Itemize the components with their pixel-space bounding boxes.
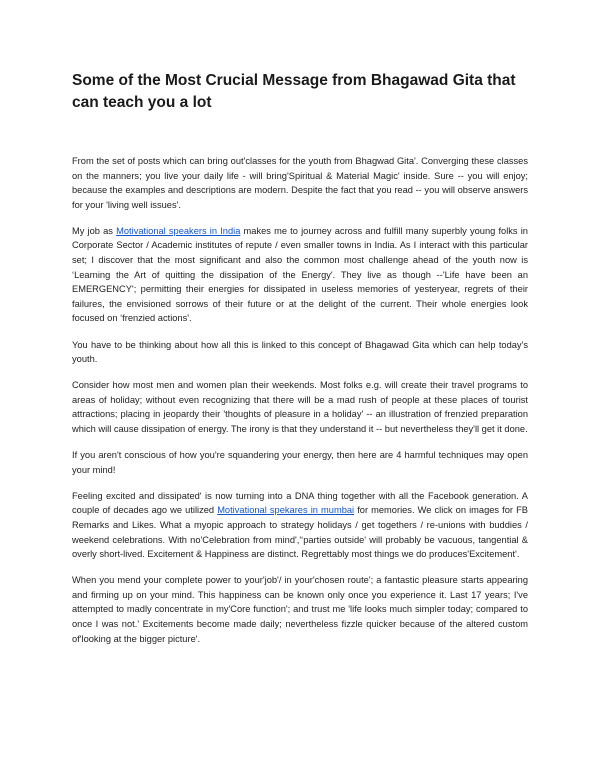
paragraph-text: Feeling excited and dissipated' is now turning into a DNA thing together with all the Facebook generation. A couple of decades ago we utilized (72, 490, 528, 516)
paragraph-facebook (72, 489, 528, 562)
document-title: Some of the Most Crucial Message from Bhagawad Gita that can teach you a lot (72, 72, 516, 111)
paragraph-techniques: If you aren't conscious of how you're squandering your energy, then here are 4 harmful techniques may open your mind! (72, 450, 528, 475)
paragraph-intro: From the set of posts which can bring out'classes for the youth from Bhagwad Gita'. Converging these classes on the manners; you live your daily life - will bring'Spiritual & Material Magic' inside. Sure -- you will enjoy; because the examples and descriptions are modern. Despite the fact that you read -- you will observe answers for your 'living well issues'. (72, 156, 528, 210)
motivational-speakers-india-link[interactable]: Motivational speakers in India (116, 225, 241, 236)
paragraph-weekends: Consider how most men and women plan their weekends. Most folks e.g. will create their travel programs to areas of holiday; without even recognizing that there will be a mad rush of people at these places of tourist attractions; placing in jeopardy their 'thoughts of pleasure in a holiday' -- an illustration of frenzied preparation which will cause dissipation of energy. The irony is that they understand it -- but nevertheless they'll get it done. (72, 380, 528, 434)
paragraph-text: My job as (72, 225, 117, 236)
paragraph-core-function: When you mend your complete power to your'job'/ in your'chosen route'; a fantastic pleasure starts appearing and firming up on your mind. This happiness can be known only once you experience it. Last 17 years; I've attempted to madly concentrate in my'Core function'; and trust me 'life looks much simpler today; compared to once I was not.' Excitements become made daily; nevertheless fizzle quicker because of the altered custom of'looking at the bigger picture'. (72, 575, 528, 644)
motivational-speakers-mumbai-link[interactable]: Motivational spekares in mumbai (217, 505, 355, 516)
paragraph-text: makes me to journey across and fulfill many superbly young folks in Corporate Sector / Academic institutes of repute / even smaller towns in India. As I interact with this particular set; I discover that the most significant and also the common most challenge ahead of the youth now is ‘Learning the Art of quitting the dissipation of the Energy'. They live as though --'Life have been an EMERGENCY'; permitting their energies for dissipated in useless memories of yesteryear, regrets of their failures, the envisioned sorrows of their future or at the delight of the current. Their whole energies look focused on ‘frenzied actions'. (72, 225, 528, 324)
paragraph-text: for memories. We click on images for FB Remarks and Likes. What a myopic approach to strategy holidays / get togethers / re-unions with buddies / weekend celebrations. With no'Celebration from mind','‘parties outside' will probably be vacuous, tangential & overly short-lived. Excitement & Happiness are distinct. Regrettably most things we do produces'Excitement'. (72, 505, 528, 560)
paragraph-gita-link: You have to be thinking about how all this is linked to this concept of Bhagawad Gita which can help today's youth. (72, 339, 528, 365)
paragraph-job (72, 224, 528, 326)
